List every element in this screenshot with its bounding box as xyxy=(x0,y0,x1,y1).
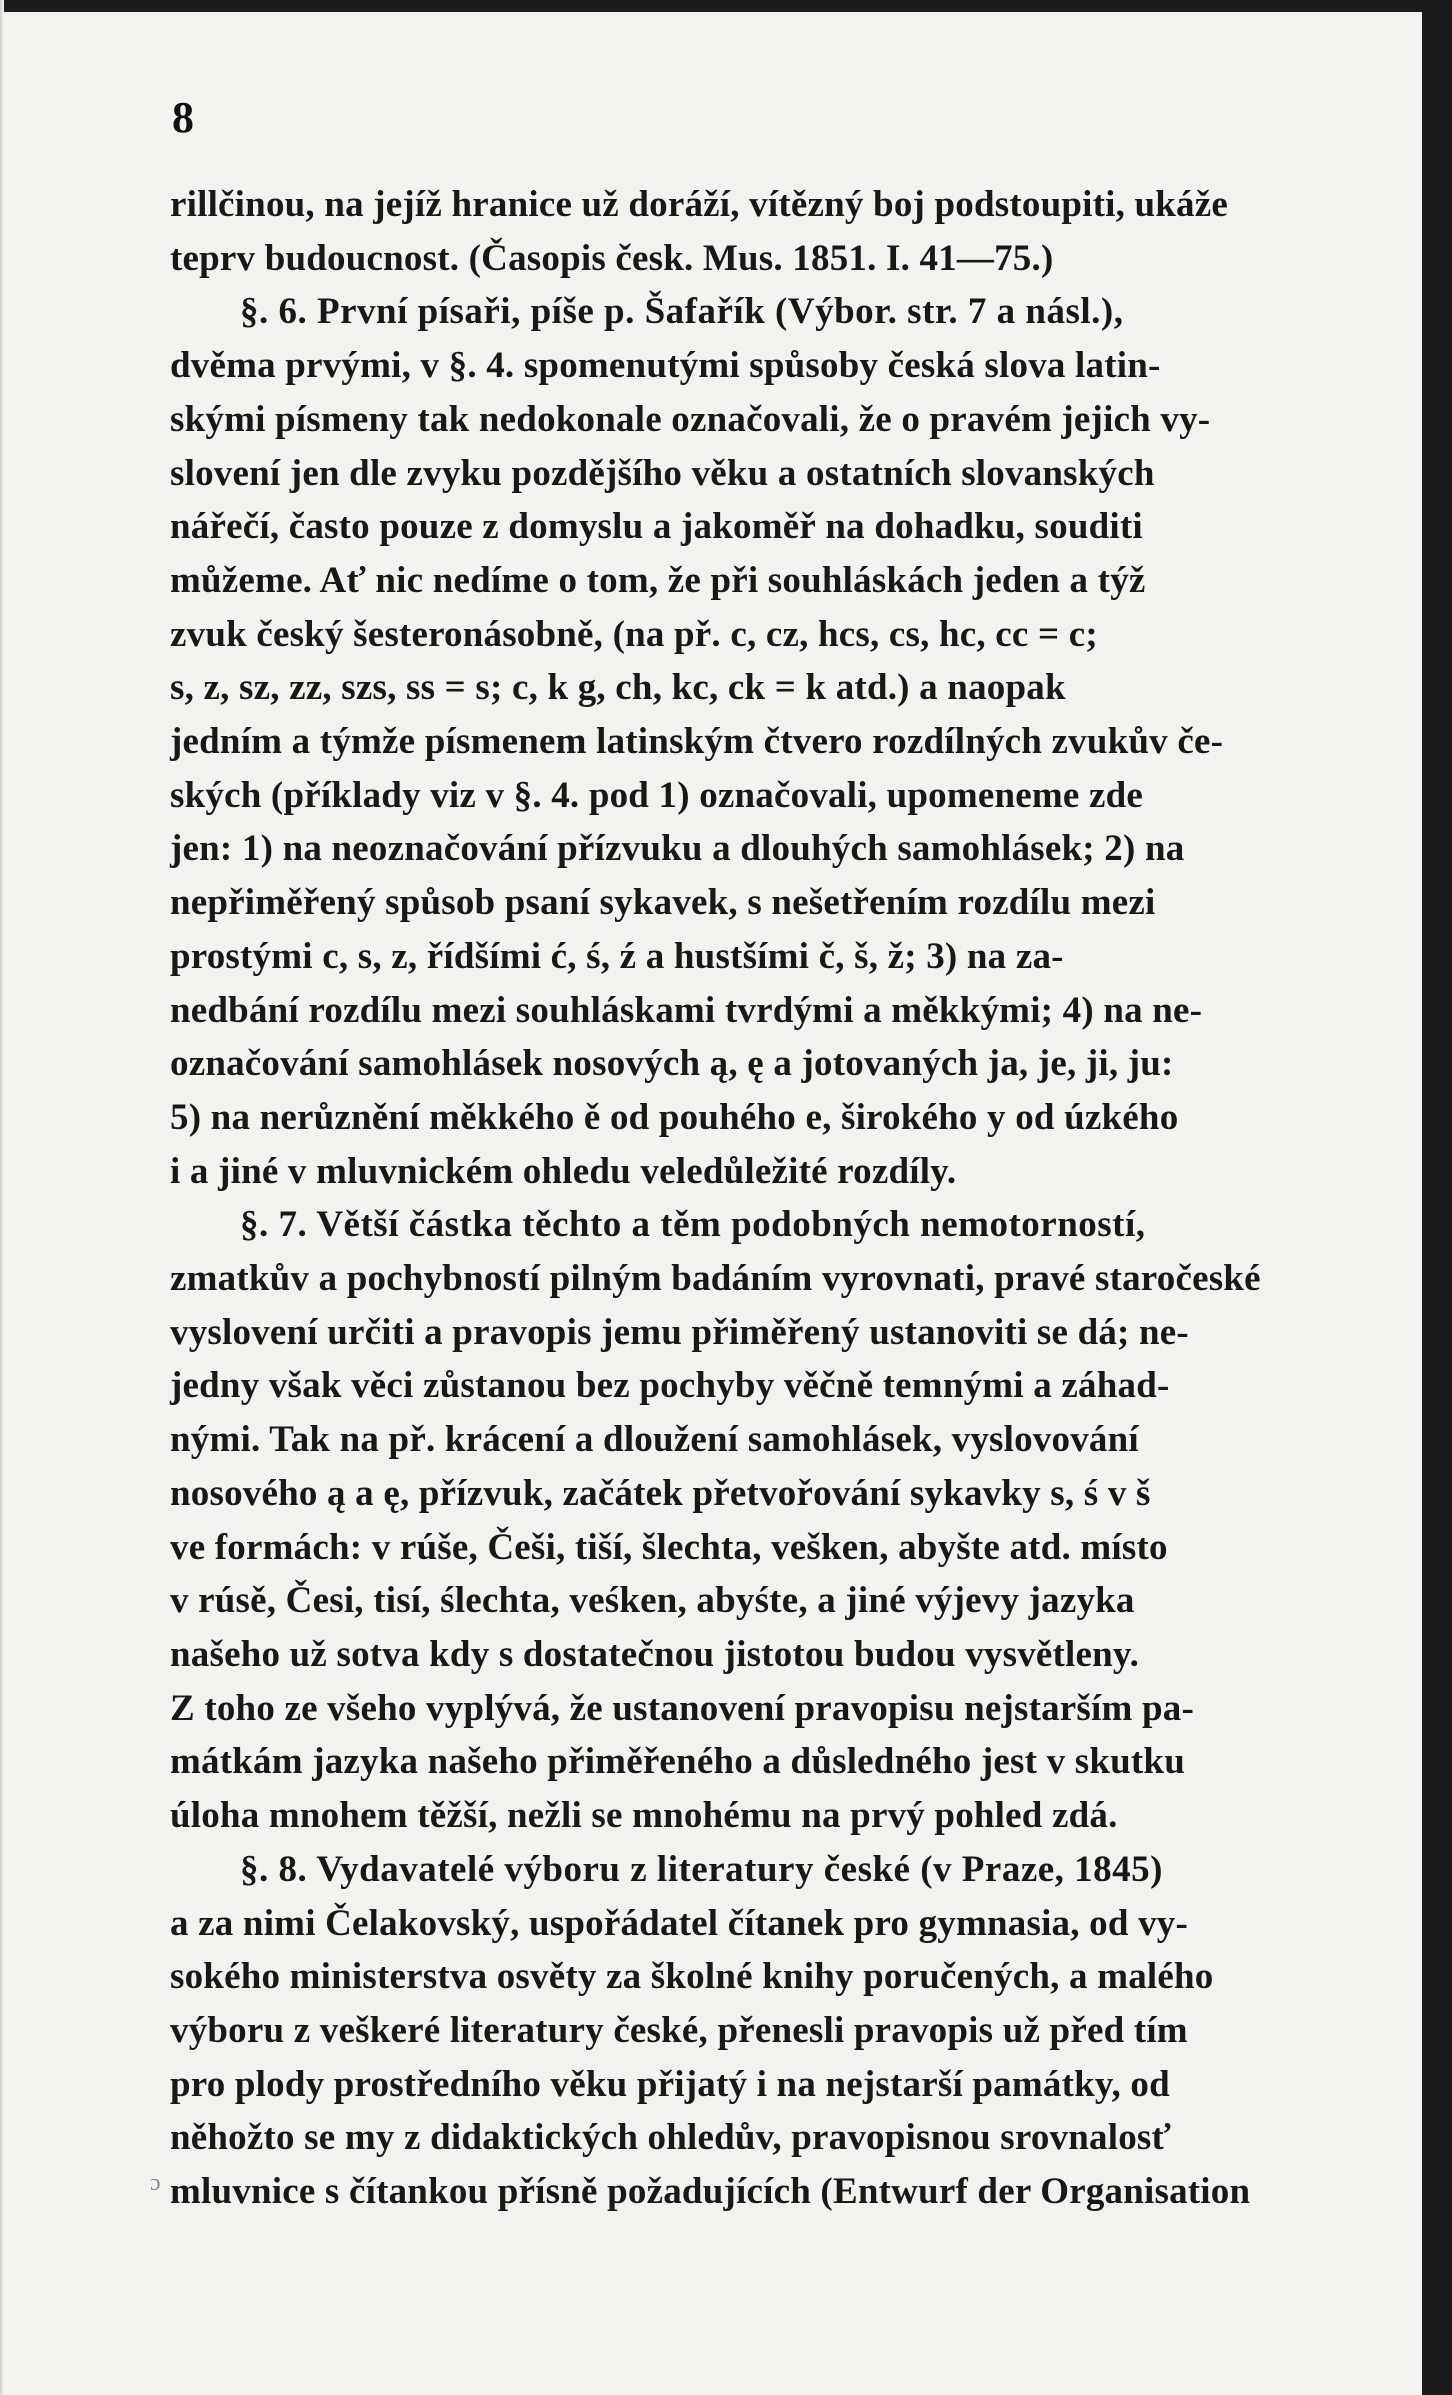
text-line: označování samohlásek nosových ą, ę a jotovaných ja, je, ji, ju: xyxy=(170,1043,1174,1085)
text-line: něhožto se my z didaktických ohledův, pravopisnou srovnalosť xyxy=(170,2117,1171,2159)
body-text xyxy=(170,178,1368,2219)
text-line: nosového ą a ę, přízvuk, začátek přetvořování sykavky s, ś v š xyxy=(170,1472,1151,1514)
text-line: rillčinou, na jejíž hranice už doráží, vítězný boj podstoupiti, ukáže xyxy=(170,184,1229,225)
text-line: s, z, sz, zz, szs, ss = s; c, k g, ch, kc, ck = k atd.) a naopak xyxy=(170,667,1066,709)
text-line: 5) na nerůznění měkkého ě od pouhého e, širokého y od úzkého xyxy=(170,1096,1179,1138)
text-line: nedbání rozdílu mezi souhláskami tvrdými a měkkými; 4) na ne- xyxy=(170,989,1203,1031)
page-number: 8 xyxy=(172,93,194,142)
text-line: našeho už sotva kdy s dostatečnou jistotou budou vysvětleny. xyxy=(170,1633,1140,1675)
text-line: Z toho ze všeho vyplývá, že ustanovení pravopisu nejstarším pa- xyxy=(170,1687,1194,1729)
text-line: můžeme. Ať nic nedíme o tom, že při souhláskách jeden a týž xyxy=(170,559,1146,601)
text-line: pro plody prostředního věku přijatý i na nejstarší památky, od xyxy=(170,2063,1170,2105)
text-line: mluvnice s čítankou přísně požadujících (Entwurf der Organisation xyxy=(170,2171,1251,2213)
page-shadow xyxy=(0,0,4,2395)
text-line: výboru z veškeré literatury české, přenesli pravopis už před tím xyxy=(170,2009,1188,2051)
text-line: jedny však věci zůstanou bez pochyby věčně temnými a záhad- xyxy=(170,1365,1170,1407)
text-line: ve formách: v rúše, Češi, tiší, šlechta, vešken, abyšte atd. místo xyxy=(170,1526,1168,1568)
text-line: ských (příklady viz v §. 4. pod 1) označovali, upomeneme zde xyxy=(170,774,1143,816)
text-line: úloha mnohem těžší, nežli se mnohému na prvý pohled zdá. xyxy=(170,1795,1118,1837)
text-line: zmatkův a pochybností pilným badáním vyrovnati, pravé staročeské xyxy=(170,1258,1261,1300)
text-line: mátkám jazyka našeho přiměřeného a důsledného jest v skutku xyxy=(170,1741,1185,1783)
text-line: nepřiměřený spůsob psaní sykavek, s nešetřením rozdílu mezi xyxy=(170,882,1156,924)
text-line: sokého ministerstva osvěty za školné knihy poručených, a malého xyxy=(170,1956,1214,1998)
text-line: nářečí, často pouze z domyslu a jakoměř na dohadku, souditi xyxy=(170,506,1143,548)
text-line: vyslovení určiti a pravopis jemu přiměřený ustanoviti se dá; ne- xyxy=(170,1311,1189,1353)
text-line: v rúsě, Česi, tisí, ślechta, veśken, abyśte, a jiné výjevy jazyka xyxy=(170,1580,1135,1622)
text-line: nými. Tak na př. krácení a dloužení samohlásek, vyslovování xyxy=(170,1419,1139,1461)
section-7-heading-line: §. 7. Větší částka těchto a těm podobných nemotorností, xyxy=(240,1204,1146,1246)
margin-mark: ɔ xyxy=(150,2170,161,2196)
section-8-heading-line: §. 8. Vydavatelé výboru z literatury české (v Praze, 1845) xyxy=(240,1848,1163,1890)
text-line: jen: 1) na neoznačování přízvuku a dlouhých samohlásek; 2) na xyxy=(170,828,1185,870)
text-line: zvuk český šesteronásobně, (na př. c, cz, hcs, cs, hc, cc = c; xyxy=(170,613,1098,655)
text-line: prostými c, s, z, řídšími ć, ś, ź a hustšími č, š, ž; 3) na za- xyxy=(170,935,1064,977)
section-6-heading-line: §. 6. První písaři, píše p. Šafařík (Výbor. str. 7 a násl.), xyxy=(240,291,1124,333)
text-line: jedním a týmže písmenem latinským čtvero rozdílných zvukův če- xyxy=(170,721,1224,763)
text-line: a za nimi Čelakovský, uspořádatel čítanek pro gymnasia, od vy- xyxy=(170,1902,1188,1944)
text-line: dvěma prvými, v §. 4. spomenutými spůsoby česká slova latin- xyxy=(170,345,1161,387)
scan-border xyxy=(0,0,1422,12)
text-line: teprv budoucnost. (Časopis česk. Mus. 1851. I. 41—75.) xyxy=(170,237,1054,279)
text-line: slovení jen dle zvyku pozdějšího věku a ostatních slovanských xyxy=(170,452,1155,494)
text-line: i a jiné v mluvnickém ohledu veledůležité rozdíly. xyxy=(170,1150,957,1192)
text-line: skými písmeny tak nedokonale označovali, že o pravém jejich vy- xyxy=(170,398,1211,440)
